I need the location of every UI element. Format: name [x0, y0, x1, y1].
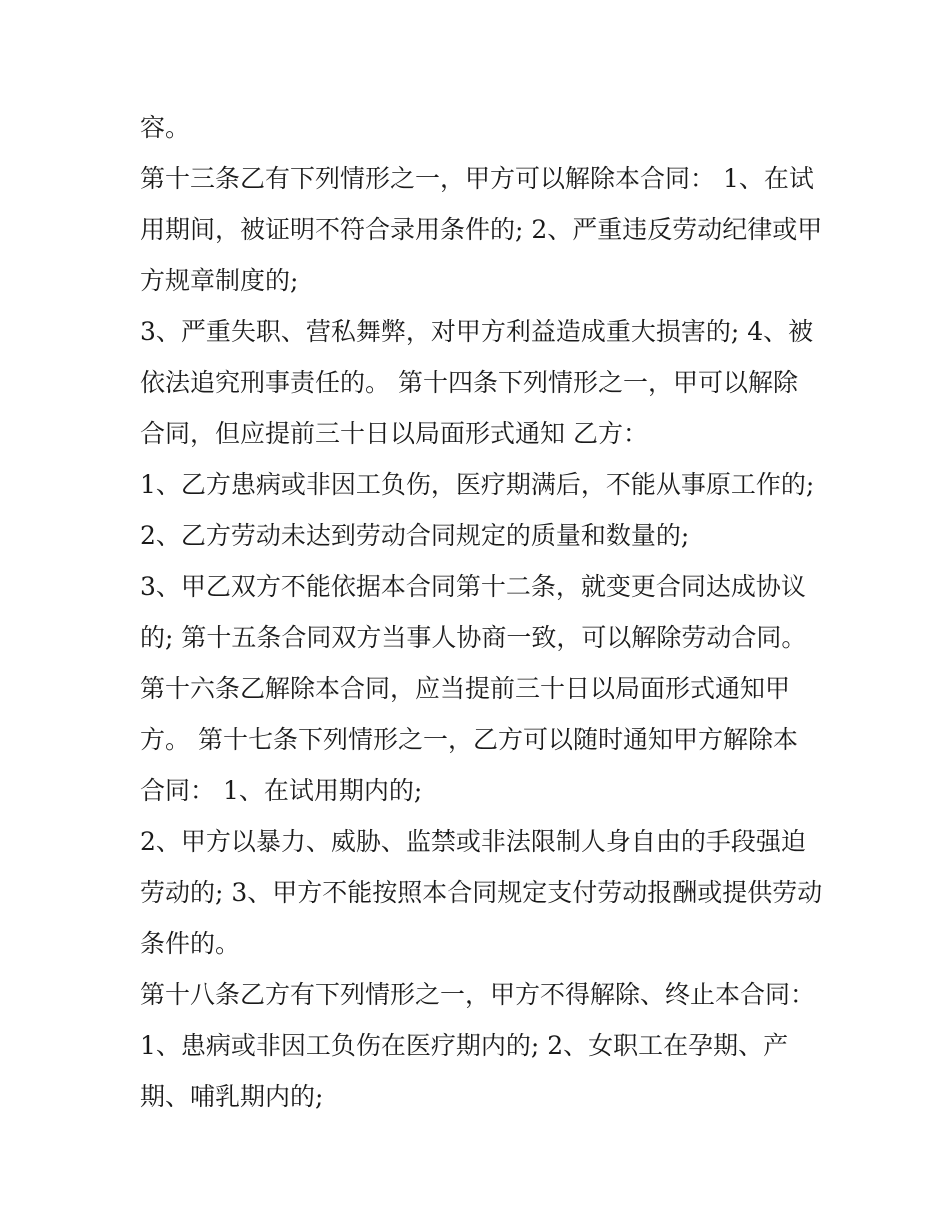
text-line-5: 3、严重失职、营私舞弊，对甲方利益造成重大损害的; 4、被	[140, 317, 814, 346]
text-line-1: 容。	[140, 113, 191, 142]
text-line-11: 的; 第十五条合同双方当事人协商一致，可以解除劳动合同。	[140, 623, 807, 652]
text-line-4: 方规章制度的;	[140, 266, 299, 295]
text-line-18: 第十八条乙方有下列情形之一，甲方不得解除、终止本合同：	[140, 980, 816, 1009]
text-line-19: 1、患病或非因工负伤在医疗期内的; 2、女职工在孕期、产	[140, 1031, 789, 1060]
text-line-16: 劳动的; 3、甲方不能按照本合同规定支付劳动报酬或提供劳动	[140, 878, 823, 907]
text-line-3: 用期间，被证明不符合录用条件的; 2、严重违反劳动纪律或甲	[140, 215, 823, 244]
text-line-17: 条件的。	[140, 929, 241, 958]
text-line-7: 合同，但应提前三十日以局面形式通知 乙方：	[140, 419, 648, 448]
text-line-2: 第十三条乙有下列情形之一，甲方可以解除本合同： 1、在试	[140, 164, 814, 193]
text-line-15: 2、甲方以暴力、威胁、监禁或非法限制人身自由的手段强迫	[140, 827, 806, 856]
text-line-12: 第十六条乙解除本合同，应当提前三十日以局面形式通知甲	[140, 674, 791, 703]
text-line-10: 3、甲乙双方不能依据本合同第十二条，就变更合同达成协议	[140, 572, 806, 601]
text-line-14: 合同： 1、在试用期内的;	[140, 776, 423, 805]
text-line-13: 方。 第十七条下列情形之一，乙方可以随时通知甲方解除本	[140, 725, 798, 754]
text-line-6: 依法追究刑事责任的。 第十四条下列情形之一，甲可以解除	[140, 368, 798, 397]
text-line-9: 2、乙方劳动未达到劳动合同规定的质量和数量的;	[140, 521, 690, 550]
text-line-8: 1、乙方患病或非因工负伤，医疗期满后，不能从事原工作的;	[140, 470, 815, 499]
text-line-20: 期、哺乳期内的;	[140, 1082, 324, 1111]
